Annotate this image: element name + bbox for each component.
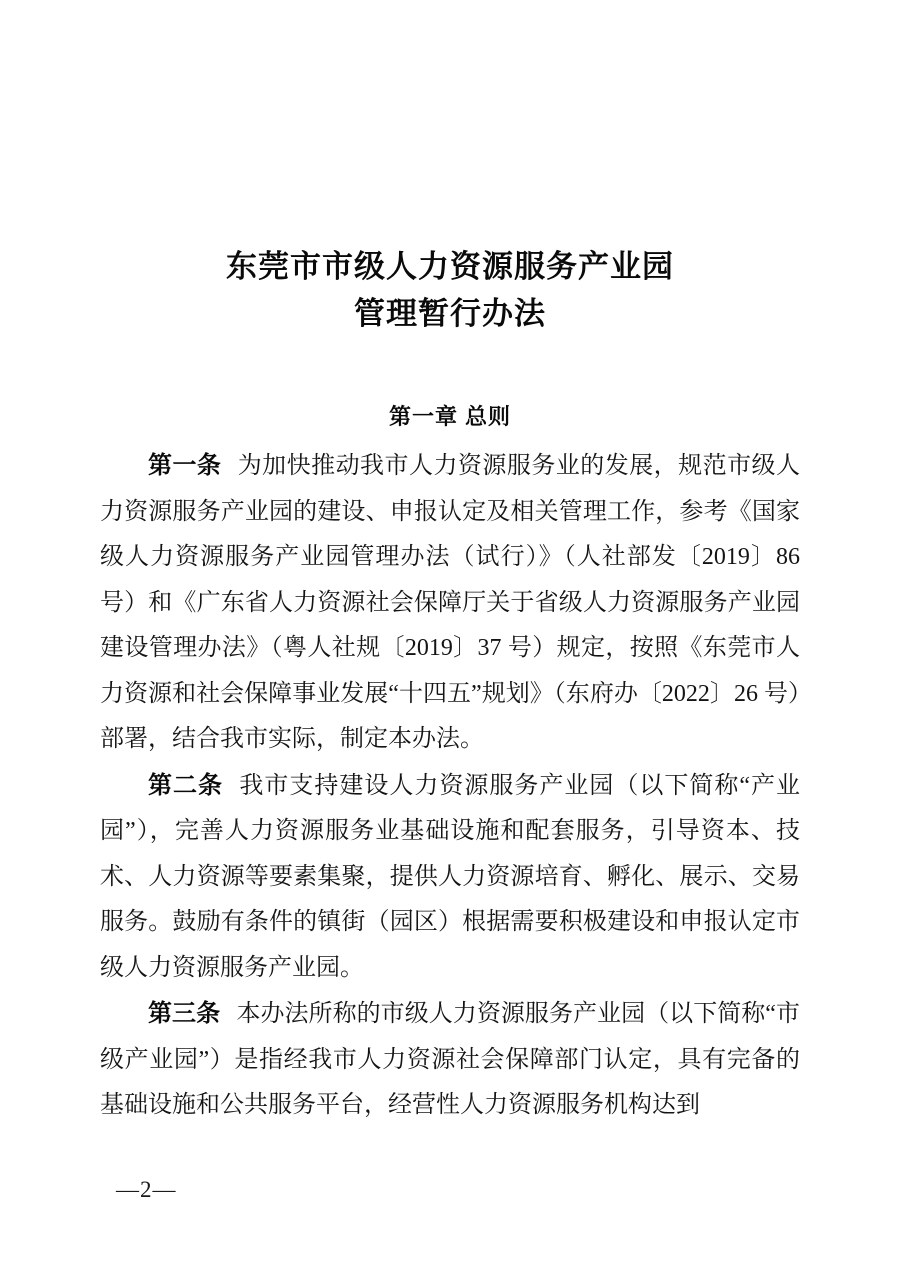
page-number: —2— — [116, 1177, 177, 1202]
article-paragraph-2 — [100, 763, 800, 992]
document-title — [100, 243, 800, 337]
article-paragraph-3 — [100, 991, 800, 1129]
article-1-body: 为加快推动我市人力资源服务业的发展，规范市级人力资源服务产业园的建设、申报认定及相关管理工作，参考《国家级人力资源服务产业园管理办法（试行）》（人社部发〔2019〕86 号）和《广东省人力资源社会保障厅关于省级人力资源服务产业园建设管理办法》（粤人社规〔2019〕37 号）规定，按照《东莞市人力资源和社会保障事业发展“十四五”规划》（东府办〔2022〕26 号）部署，结合我市实际，制定本办法。 — [100, 453, 801, 752]
chapter-heading: 第一章 总则 — [388, 404, 512, 429]
article-2-body: 我市支持建设人力资源服务产业园（以下简称“产业园”），完善人力资源服务业基础设施和配套服务，引导资本、技术、人力资源等要素集聚，提供人力资源培育、孵化、展示、交易服务。鼓励有条件的镇街（园区）根据需要积极建设和申报认定市级人力资源服务产业园。 — [100, 772, 801, 981]
article-2-label: 第二条 — [148, 771, 224, 799]
document-title-line-2: 管理暂行办法 — [354, 296, 546, 331]
article-paragraph-1 — [100, 443, 800, 763]
article-3-label: 第三条 — [148, 1000, 221, 1027]
document-title-line-1: 东莞市市级人力资源服务产业园 — [226, 249, 674, 284]
article-1-label: 第一条 — [148, 452, 222, 479]
article-3-body: 本办法所称的市级人力资源服务产业园（以下简称“市级产业园”）是指经我市人力资源社会保障部门认定，具有完备的基础设施和公共服务平台，经营性人力资源服务机构达到 — [100, 1001, 801, 1118]
